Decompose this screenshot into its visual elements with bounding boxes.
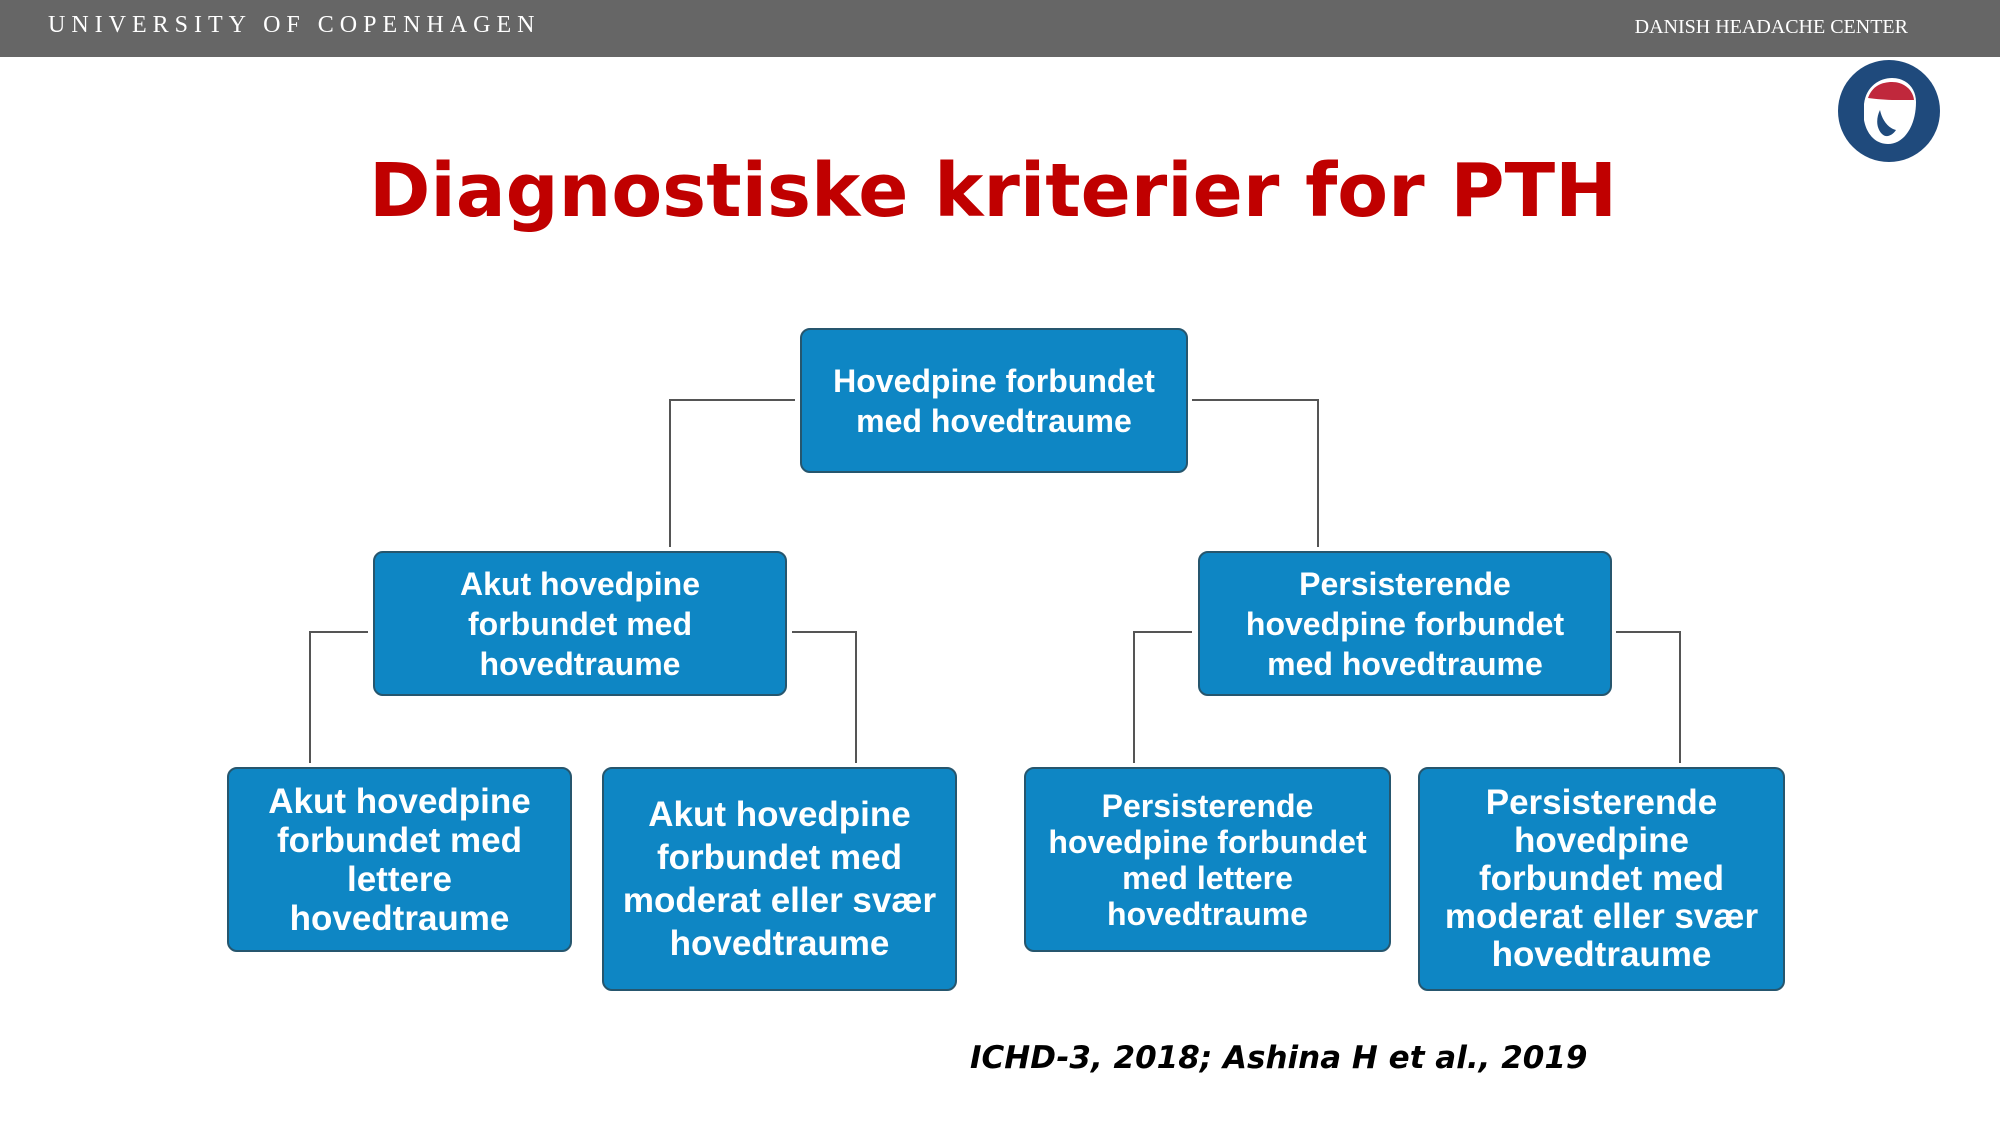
connector-persistent-mild <box>1134 632 1192 763</box>
node-text-line: hovedtraume <box>669 924 890 963</box>
node-text-line: hovedpine forbundet <box>1245 605 1565 642</box>
node-text-line: forbundet med <box>657 838 902 877</box>
node-text-line: med lettere <box>1122 859 1293 896</box>
connector-root-acute <box>670 400 795 547</box>
node-text-line: hovedtraume <box>289 898 510 938</box>
node-text-line: Persisterende <box>1485 783 1718 822</box>
node-text-line: lettere <box>346 859 453 899</box>
node-text-line: moderat eller svær <box>622 881 937 920</box>
node-text-line: Akut hovedpine <box>268 781 531 821</box>
center-name: DANISH HEADACHE CENTER <box>1634 16 1908 38</box>
node-text-line: Akut hovedpine <box>648 795 911 834</box>
node-acute-mild-trauma <box>227 767 572 952</box>
node-acute-moderate-severe-trauma <box>602 767 957 991</box>
node-text-line: hovedtraume <box>1107 895 1308 932</box>
connector-root-persistent <box>1192 400 1318 547</box>
connector-acute-moderate <box>792 632 856 763</box>
node-text-line: Persisterende <box>1101 787 1314 824</box>
node-text-line: forbundet med <box>468 605 692 642</box>
node-text-line: forbundet med <box>1479 859 1724 898</box>
node-headache-head-trauma <box>800 328 1188 473</box>
node-persistent-moderate-severe-trauma <box>1418 767 1785 991</box>
node-text-line: med hovedtraume <box>1267 645 1543 682</box>
node-persistent-mild-trauma <box>1024 767 1391 952</box>
node-text-line: forbundet med <box>277 820 522 860</box>
node-text-line: Persisterende <box>1299 565 1511 602</box>
node-text-line: hovedpine <box>1513 821 1690 860</box>
node-text-line: hovedpine forbundet <box>1048 823 1367 860</box>
node-text-line: med hovedtraume <box>856 402 1132 439</box>
connector-acute-mild <box>310 632 368 763</box>
university-name: UNIVERSITY OF COPENHAGEN <box>48 12 541 38</box>
slide-title: Diagnostiske kriterier for PTH <box>368 148 1618 234</box>
node-acute-headache <box>373 551 787 696</box>
node-text-line: hovedtraume <box>1491 935 1712 974</box>
node-text-line: moderat eller svær <box>1444 897 1759 936</box>
node-persistent-headache <box>1198 551 1612 696</box>
node-text-line: Akut hovedpine <box>459 565 700 602</box>
node-text-line: hovedtraume <box>479 645 681 682</box>
node-text-line: Hovedpine forbundet <box>833 362 1155 399</box>
citation: ICHD-3, 2018; Ashina H et al., 2019 <box>970 1040 1588 1076</box>
connector-persistent-moderate <box>1616 632 1680 763</box>
